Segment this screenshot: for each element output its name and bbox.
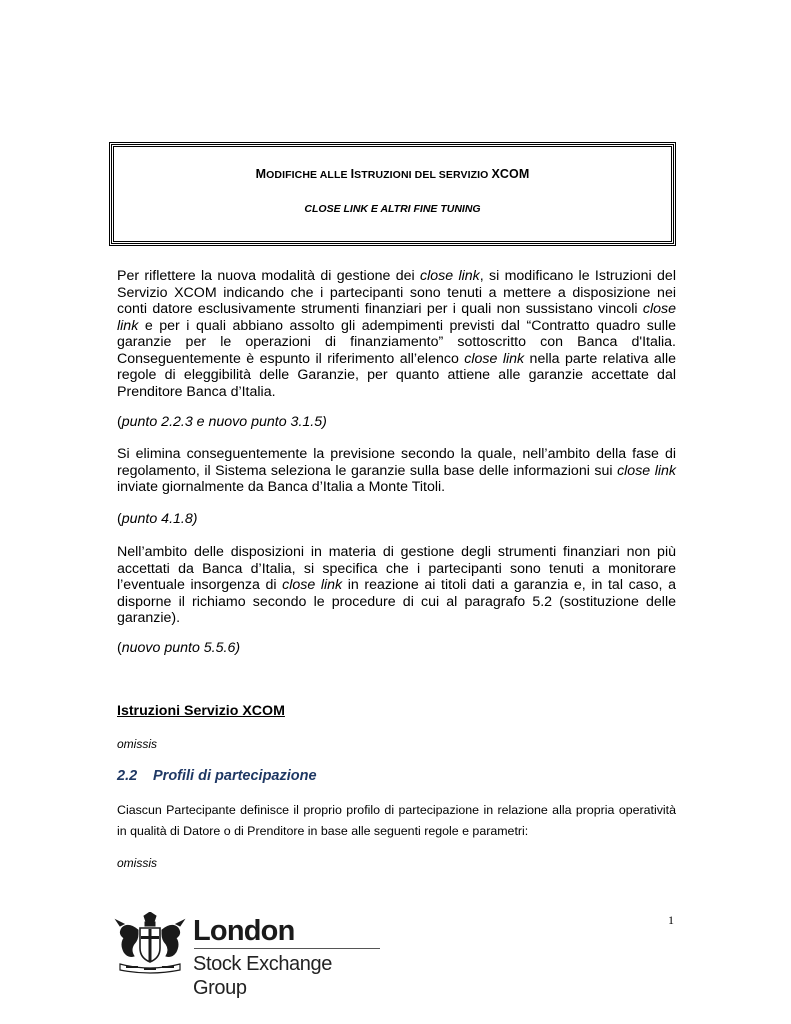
coat-of-arms-icon — [114, 912, 186, 976]
logo-subtitle: Stock Exchange Group — [193, 953, 332, 999]
reference-1: (punto 2.2.3 e nuovo punto 3.1.5) — [117, 414, 327, 430]
paragraph-close-link-intro: Per riflettere la nuova modalità di gestione dei close link, si modificano le Istruzioni del Servizio XCOM indicando che i partecipanti sono tenuti a mettere a disposizione nei conti datore esclusivamente strumenti finanziari per i quali non sussistano vincoli close link e per i quali abbiano assolto gli adempimenti previsti dal “Contratto quadro sulle garanzie per le operazioni di finanziamento” sottoscritto con Banca d'Italia. Conseguentemente è espunto il riferimento all’elenco close link nella parte relativa alle regole di eleggibilità delle Garanzie, per quanto attiene alle garanzie accettate dal Prenditore Banca d’Italia. — [117, 268, 676, 400]
subsection-number: 2.2 — [117, 768, 138, 784]
logo-divider — [194, 948, 380, 949]
subsection-body: Ciascun Partecipante definisce il proprio profilo di partecipazione in relazione alla propria operatività in qualità di Datore o di Prenditore in base alle seguenti regole e parametri: — [117, 803, 676, 838]
reference-2: (punto 4.1.8) — [117, 511, 198, 527]
logo-name: London — [193, 915, 295, 947]
page-number: 1 — [668, 913, 674, 927]
omissis-2: omissis — [117, 856, 158, 870]
subsection-heading — [117, 768, 317, 784]
reference-3: (nuovo punto 5.5.6) — [117, 640, 241, 656]
document-title: MODIFICHE ALLE ISTRUZIONI DEL SERVIZIO XCOM — [255, 167, 530, 181]
document-subtitle: CLOSE LINK E ALTRI FINE TUNING — [304, 203, 481, 215]
section-heading: Istruzioni Servizio XCOM — [117, 703, 285, 719]
subsection-title: Profili di partecipazione — [153, 768, 317, 784]
omissis-1: omissis — [117, 737, 158, 751]
lseg-logo — [114, 912, 384, 999]
paragraph-settlement: Si elimina conseguentemente la previsione secondo la quale, nell’ambito della fase di regolamento, il Sistema seleziona le garanzie sulla base delle informazioni sui close link inviate giornalmente da Banca d’Italia a Monte Titoli. — [117, 446, 676, 495]
title-box — [109, 142, 676, 246]
paragraph-monitoring: Nell’ambito delle disposizioni in materia di gestione degli strumenti finanziari non più accettati da Banca d’Italia, si specifica che i partecipanti sono tenuti a monitorare l’eventuale insorgenza di close link in reazione ai titoli dati a garanzia e, in tal caso, a disporne il richiamo secondo le procedure di cui al paragrafo 5.2 (sostituzione delle garanzie). — [117, 544, 676, 626]
